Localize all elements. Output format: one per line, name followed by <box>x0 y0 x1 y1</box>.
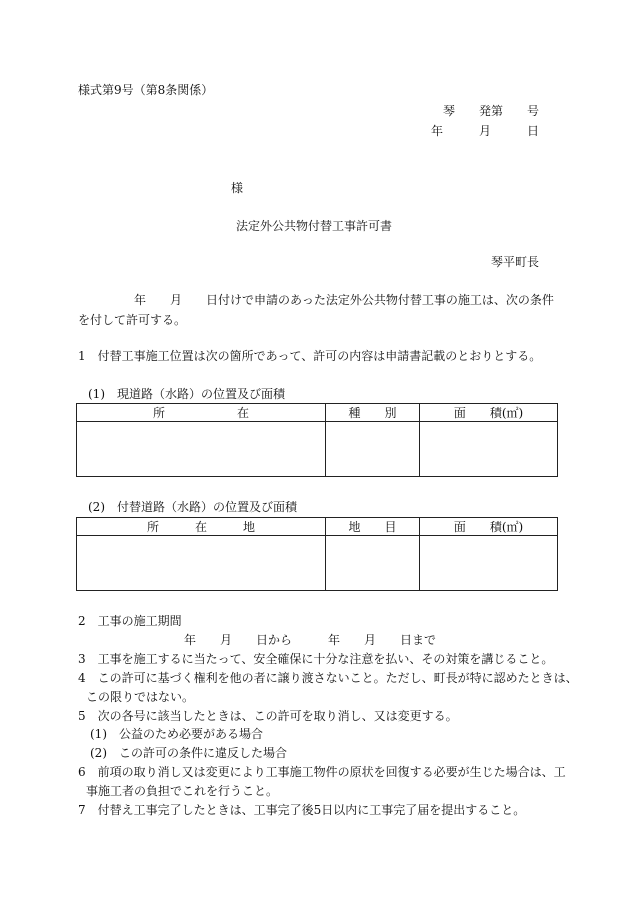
replacement-road-table <box>76 517 558 591</box>
table1-header-area: 面 積(㎡) <box>420 404 558 422</box>
condition-4-line-2: この限りではない。 <box>86 690 195 704</box>
table2-header-area: 面 積(㎡) <box>420 518 558 536</box>
table1-header-type: 種 別 <box>326 404 420 422</box>
table2-cell-area[interactable] <box>420 536 558 591</box>
construction-period: 年 月 日から 年 月 日まで <box>184 633 437 647</box>
condition-3: 3 工事を施工するに当たって、安全確保に十分な注意を払い、その対策を講じること。 <box>78 652 554 666</box>
table1-caption: (1) 現道路（水路）の位置及び面積 <box>88 387 285 401</box>
condition-1: 1 付替工事施工位置は次の箇所であって、許可の内容は申請書記載のとおりとする。 <box>78 349 542 363</box>
table2-header-land-category: 地 目 <box>326 518 420 536</box>
document-number: 琴 発第 号 <box>442 104 539 118</box>
addressee: 様 <box>231 181 244 195</box>
table2-header-location: 所 在 地 <box>77 518 326 536</box>
condition-5-sub-2: (2) この許可の条件に違反した場合 <box>90 746 287 760</box>
form-number: 様式第9号（第8条関係） <box>78 83 214 97</box>
issue-date: 年 月 日 <box>430 124 539 138</box>
table1-header-location: 所 在 <box>77 404 326 422</box>
intro-line-2: を付して許可する。 <box>78 313 187 327</box>
table1-cell-area[interactable] <box>420 422 558 477</box>
issuer-name: 琴平町長 <box>490 255 539 269</box>
condition-2: 2 工事の施工期間 <box>78 614 182 628</box>
table2-cell-location[interactable] <box>77 536 326 591</box>
table1-cell-type[interactable] <box>326 422 420 477</box>
condition-4-line-1: 4 この許可に基づく権利を他の者に譲り渡さないこと。ただし、町長が特に認めたときは、 <box>78 671 578 685</box>
condition-6-line-2: 事施工者の負担でこれを行うこと。 <box>86 784 279 798</box>
condition-7: 7 付替え工事完了したときは、工事完了後5日以内に工事完了届を提出すること。 <box>78 803 526 817</box>
table2-cell-land-category[interactable] <box>326 536 420 591</box>
intro-line-1: 年 月 日付けで申請のあった法定外公共物付替工事の施工は、次の条件 <box>134 293 554 307</box>
table2-caption: (2) 付替道路（水路）の位置及び面積 <box>88 500 297 514</box>
condition-6-line-1: 6 前項の取り消し又は変更により工事施工物件の原状を回復する必要が生じた場合は、工 <box>78 765 566 779</box>
document-title: 法定外公共物付替工事許可書 <box>236 219 393 233</box>
table1-cell-location[interactable] <box>77 422 326 477</box>
condition-5-sub-1: (1) 公益のため必要がある場合 <box>90 727 263 741</box>
condition-5: 5 次の各号に該当したときは、この許可を取り消し、又は変更する。 <box>78 709 458 723</box>
current-road-table <box>76 403 558 477</box>
